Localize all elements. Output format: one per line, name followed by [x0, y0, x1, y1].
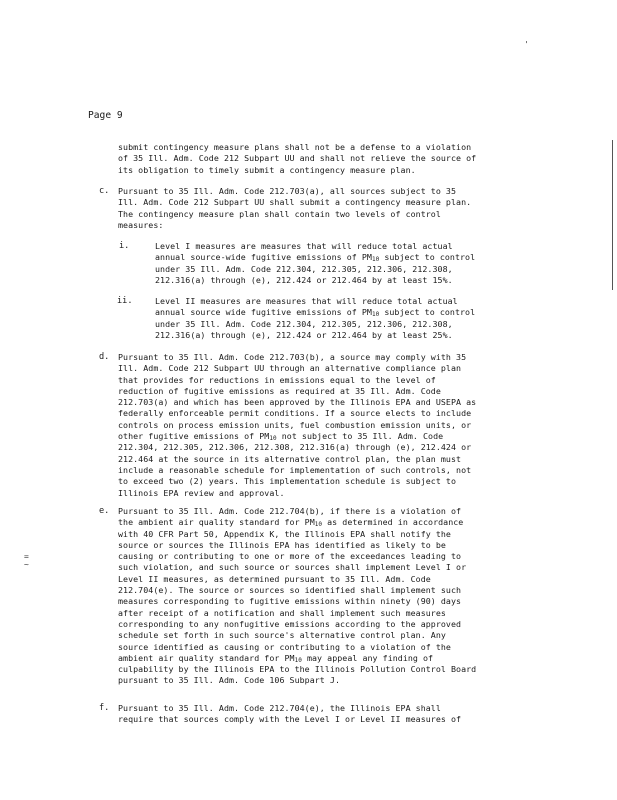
stray-mark: ' — [524, 40, 529, 49]
text-line: the ambient air quality standard for $PM_{10}$ as determined in accordance — [118, 517, 464, 529]
para-c-i — [155, 241, 475, 286]
text-line: 212.703(a) and which has been approved by the Illinois EPA and USEPA as — [118, 397, 477, 408]
para-c-ii-label: ii. — [117, 296, 133, 306]
text-line: ambient air quality standard for $PM_{10}$ may appeal any finding of — [118, 652, 434, 664]
text-line: 212.304, 212.305, 212.306, 212.308, 212.316(a) through (e), 212.424 or — [118, 442, 472, 453]
text-line: controls on process emission units, fuel combustion emission units, or — [118, 419, 472, 430]
para-e — [118, 506, 476, 687]
para-c-label: c. — [99, 186, 110, 196]
text-line: 212.316(a) through (e), 212.424 or 212.464 by at least 15%. — [155, 274, 453, 285]
para-d — [118, 352, 476, 499]
text-line: 212.704(e). The source or sources so identified shall implement such — [118, 585, 462, 596]
para-e-label: e. — [99, 506, 110, 516]
text-line: 212.464 at the source in its alternative control plan, the plan must — [118, 453, 462, 464]
text-line: measures corresponding to fugitive emissions within ninety (90) days — [118, 596, 462, 607]
text-line: Level I measures are measures that will reduce total actual — [155, 241, 453, 251]
text-line: Pursuant to 35 Ill. Adm. Code 212.703(b), a source may comply with 35 — [118, 352, 467, 362]
text-line: reduction of fugitive emissions as required at 35 Ill. Adm. Code — [118, 385, 441, 396]
stray-mark: ~ — [24, 560, 29, 569]
text-line: Illinois EPA review and approval. — [118, 487, 285, 498]
text-line: causing or contributing to one or more of the exceedances leading to — [118, 551, 462, 562]
text-line: 212.316(a) through (e), 212.424 or 212.464 by at least 25%. — [155, 329, 453, 340]
text-line: Ill. Adm. Code 212 Subpart UU shall submit a contingency measure plan. — [118, 197, 472, 208]
margin-rule — [612, 140, 613, 290]
text-line: Level II measures, as determined pursuant to 35 Ill. Adm. Code — [118, 573, 431, 584]
text-line: to exceed two (2) years. This implementation schedule is subject to — [118, 476, 457, 487]
text-line: that provides for reductions in emissions equal to the level of — [118, 374, 436, 385]
text-line: submit contingency measure plans shall not be a defense to a violation — [118, 142, 472, 152]
text-line: such violation, and such source or sources shall implement Level I or — [118, 562, 467, 573]
text-line: source identified as causing or contributing to a violation of the — [118, 641, 451, 652]
para-c-ii — [155, 296, 475, 341]
para-f — [118, 703, 461, 726]
text-line: of 35 Ill. Adm. Code 212 Subpart UU and shall not relieve the source of — [118, 153, 477, 164]
text-line: its obligation to timely submit a contingency measure plan. — [118, 164, 416, 175]
text-line: Pursuant to 35 Ill. Adm. Code 212.703(a), all sources subject to 35 — [118, 186, 457, 196]
text-line: The contingency measure plan shall contain two levels of control — [118, 208, 441, 219]
text-line: federally enforceable permit conditions. If a source elects to include — [118, 408, 472, 419]
text-line: corresponding to any nonfugitive emissions according to the approved — [118, 618, 462, 629]
text-line: Pursuant to 35 Ill. Adm. Code 212.704(e), the Illinois EPA shall — [118, 703, 441, 713]
para-f-label: f. — [99, 703, 110, 713]
text-line: pursuant to 35 Ill. Adm. Code 106 Subpart J. — [118, 675, 340, 686]
text-line: annual source wide fugitive emissions of $PM_{10}$ subject to control — [155, 307, 476, 319]
text-line: after receipt of a notification and shall implement such measures — [118, 607, 446, 618]
page-number: Page 9 — [88, 110, 123, 121]
text-line: source or sources the Illinois EPA has identified as likely to be — [118, 539, 446, 550]
text-line: under 35 Ill. Adm. Code 212.304, 212.305, 212.306, 212.308, — [155, 263, 453, 274]
para-c-i-label: i. — [119, 241, 130, 251]
text-line: other fugitive emissions of $PM_{10}$ not subject to 35 Ill. Adm. Code — [118, 431, 444, 443]
text-line: under 35 Ill. Adm. Code 212.304, 212.305, 212.306, 212.308, — [155, 318, 453, 329]
text-line: include a reasonable schedule for implementation of such controls, not — [118, 464, 472, 475]
text-line: with 40 CFR Part 50, Appendix K, the Illinois EPA shall notify the — [118, 528, 451, 539]
text-line: Pursuant to 35 Ill. Adm. Code 212.704(b), if there is a violation of — [118, 506, 462, 516]
text-line: schedule set forth in such source's alternative control plan. Any — [118, 630, 446, 641]
stray-mark: = — [24, 552, 29, 561]
text-line: measures: — [118, 219, 164, 230]
text-line: culpability by the Illinois EPA to the Illinois Pollution Control Board — [118, 664, 477, 675]
text-line: Level II measures are measures that will reduce total actual — [155, 296, 458, 306]
para-c — [118, 186, 471, 231]
intro-paragraph — [118, 142, 476, 176]
text-line: require that sources comply with the Level I or Level II measures of — [118, 714, 462, 725]
text-line: annual source-wide fugitive emissions of $PM_{10}$ subject to control — [155, 252, 476, 264]
text-line: Ill. Adm. Code 212 Subpart UU through an alternative compliance plan — [118, 363, 462, 374]
para-d-label: d. — [99, 352, 110, 362]
